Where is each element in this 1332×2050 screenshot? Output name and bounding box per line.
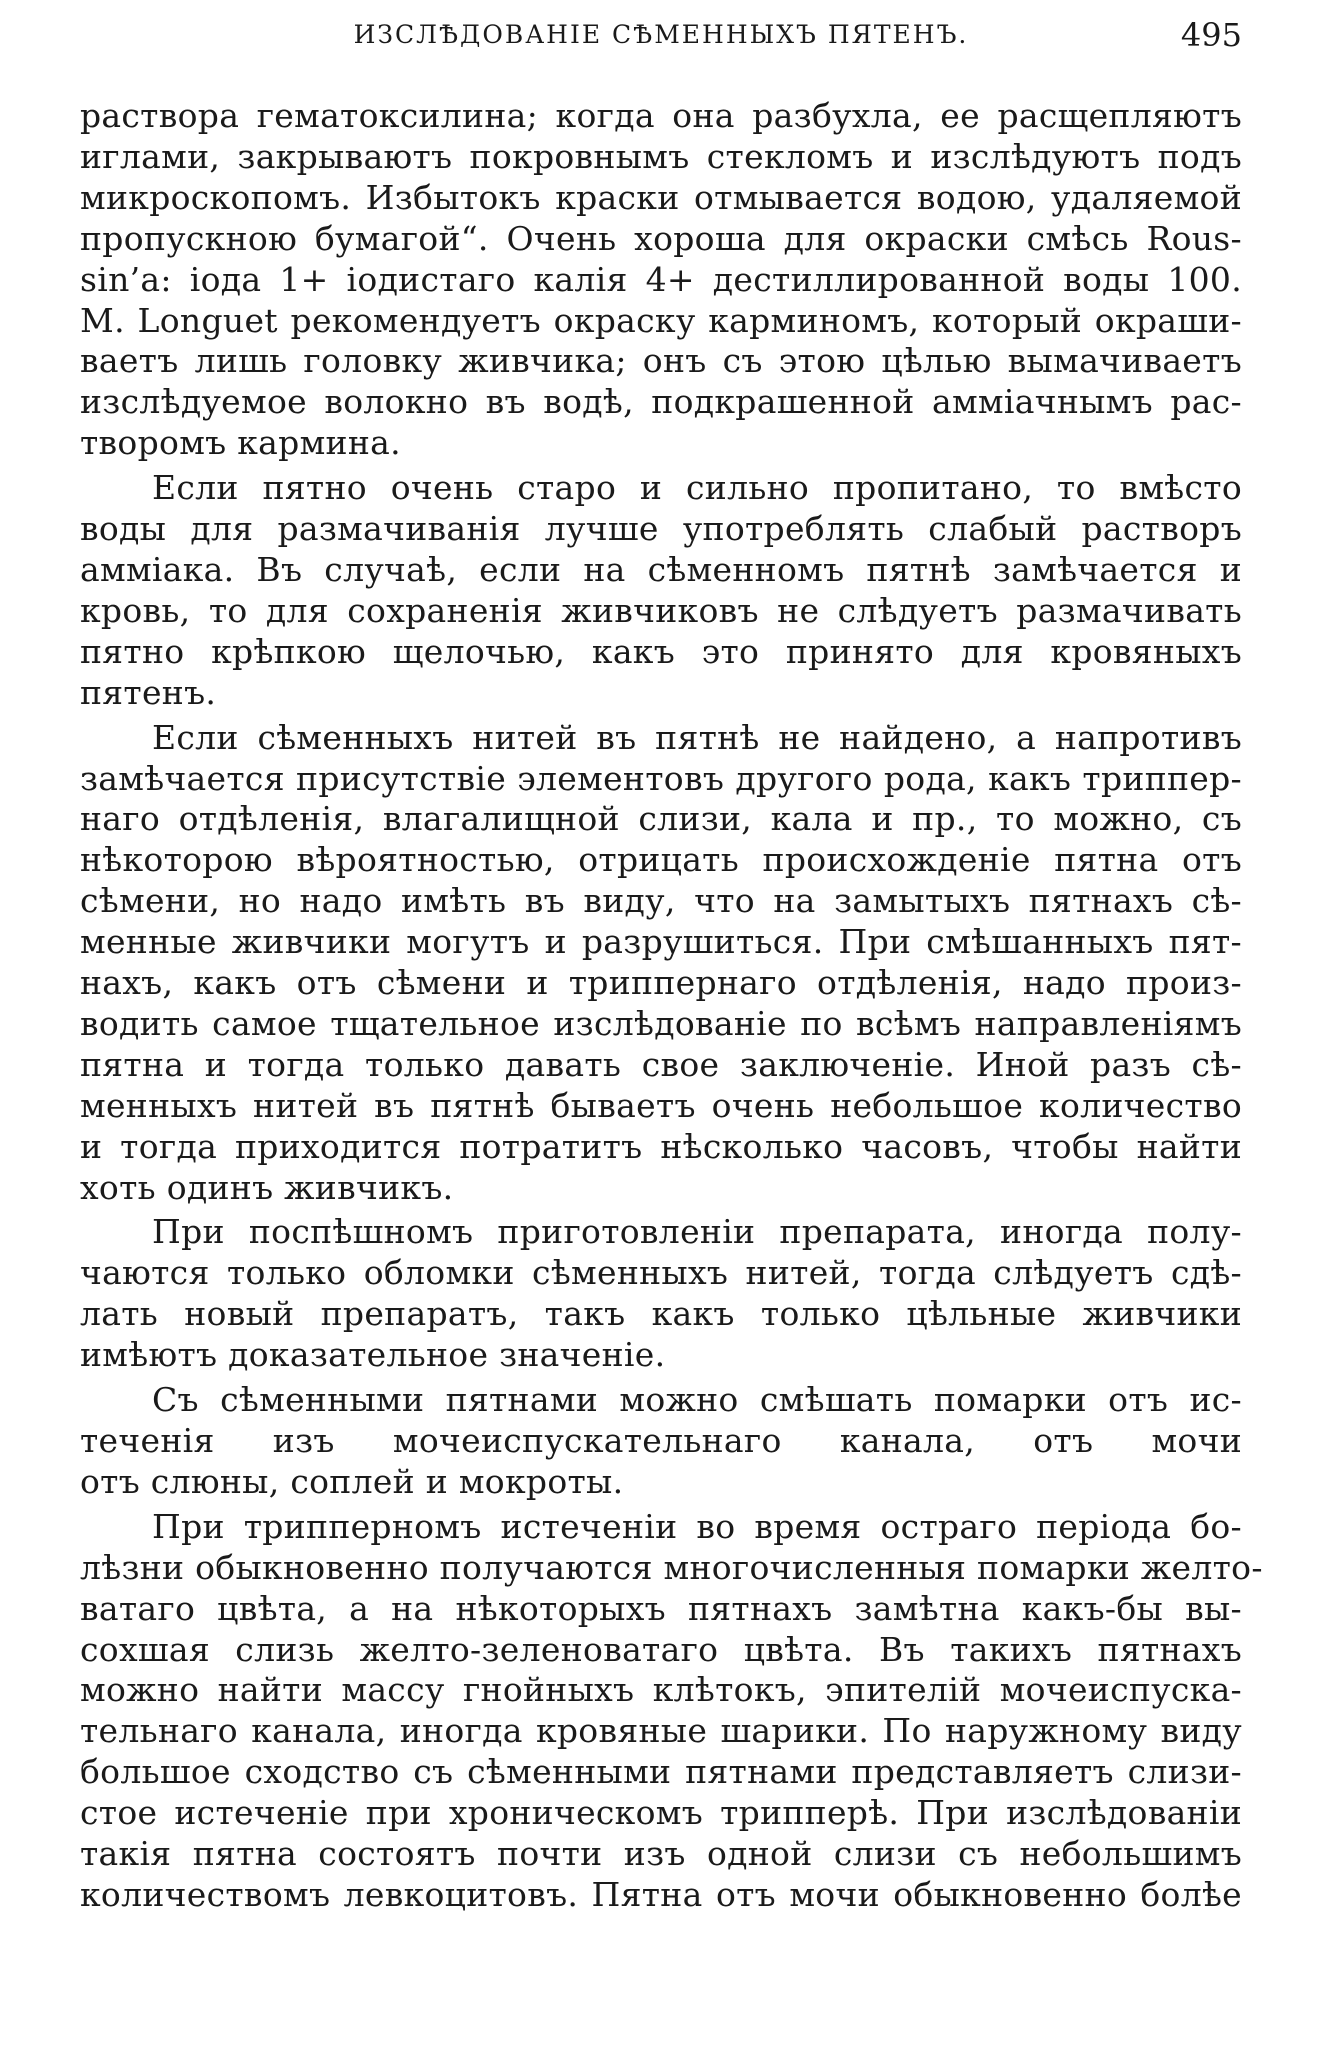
text-line: нѣкоторою вѣроятностью, отрицать происхожденіе пятна отъ (80, 840, 1242, 880)
text-line: сохшая слизь желто-зеленоватаго цвѣта. Въ такихъ пятнахъ (80, 1629, 1242, 1669)
text-line: водить самое тщательное изслѣдованіе по всѣмъ направленіямъ (80, 1003, 1242, 1043)
text-line: замѣчается присутствіе элементовъ другого рода, какъ триппер- (80, 758, 1242, 798)
body-text (80, 96, 1263, 1920)
text-line: раствора гематоксилина; когда она разбухла, ее расщепляютъ (80, 96, 1242, 135)
text-line: хоть одинъ живчикъ. (80, 1167, 454, 1207)
text-line: M. Longuet рекомендуетъ окраску карминомъ, который окраши- (80, 300, 1242, 340)
text-line: стое истеченіе при хроническомъ трипперѣ. При изслѣдованіи (80, 1793, 1242, 1833)
text-line: и тогда приходится потратитъ нѣсколько часовъ, чтобы найти (80, 1126, 1242, 1166)
text-line: При трипперномъ истеченіи во время остраго періода бо- (152, 1506, 1242, 1546)
text-line: ватаго цвѣта, а на нѣкоторыхъ пятнахъ замѣтна какъ-бы вы- (80, 1588, 1242, 1628)
text-line: пятенъ. (80, 672, 217, 712)
text-line: менные живчики могутъ и разрушиться. При смѣшанныхъ пят- (80, 922, 1242, 962)
text-line: менныхъ нитей въ пятнѣ бываетъ очень небольшое количество (80, 1085, 1242, 1125)
text-line: такія пятна состоятъ почти изъ одной слизи съ небольшимъ (80, 1834, 1242, 1874)
paragraph (80, 468, 1242, 713)
text-line: микроскопомъ. Избытокъ краски отмывается водою, удаляемой (80, 177, 1242, 217)
text-line: sin’a: іода 1+ іодистаго калія 4+ дестиллированной воды 100. (80, 259, 1242, 299)
text-line: Съ сѣменными пятнами можно смѣшать помарки отъ ис- (152, 1380, 1242, 1420)
text-line: теченія изъ мочеиспускательнаго канала, отъ мочи (80, 1421, 1242, 1460)
text-line: кровь, то для сохраненія живчиковъ не слѣдуетъ размачивать (80, 590, 1242, 630)
text-line: отъ слюны, соплей и мокроты. (80, 1461, 624, 1501)
text-line: тельнаго канала, иногда кровяные шарики. По наружному виду (80, 1711, 1242, 1751)
text-line: можно найти массу гнойныхъ клѣтокъ, эпителій мочеиспуска- (80, 1670, 1242, 1710)
paragraph (80, 1506, 1263, 1916)
text-line: количествомъ левкоцитовъ. Пятна отъ мочи обыкновенно болѣе (80, 1874, 1242, 1914)
text-line: пятно крѣпкою щелочью, какъ это принято для кровяныхъ (80, 631, 1242, 671)
text-line: иглами, закрываютъ покровнымъ стекломъ и изслѣдуютъ подъ (80, 136, 1242, 176)
text-line: лѣзни обыкновенно получаются многочисленныя помарки желто- (80, 1547, 1263, 1587)
text-line: ваетъ лишь головку живчика; онъ съ этою цѣлью вымачиваетъ (80, 341, 1242, 381)
paragraph (80, 1380, 1242, 1503)
text-line: Если сѣменныхъ нитей въ пятнѣ не найдено, а напротивъ (152, 717, 1242, 757)
text-line: имѣютъ доказательное значеніе. (80, 1335, 666, 1375)
paragraph (80, 718, 1242, 1209)
text-line: воды для размачиванія лучше употреблять слабый растворъ (80, 509, 1242, 549)
text-line: амміака. Въ случаѣ, если на сѣменномъ пятнѣ замѣчается и (80, 549, 1242, 589)
page-header (80, 16, 1242, 60)
paragraph (80, 1212, 1242, 1376)
text-line: изслѣдуемое волокно въ водѣ, подкрашенной амміачнымъ рас- (80, 382, 1242, 422)
text-line: пятна и тогда только давать свое заключеніе. Иной разъ сѣ- (80, 1044, 1242, 1084)
text-line: большое сходство съ сѣменными пятнами представляетъ слизи- (80, 1752, 1242, 1792)
text-line: пропускною бумагой“. Очень хороша для окраски смѣсь Rous- (80, 218, 1242, 258)
page-number: 495 (1180, 16, 1242, 54)
text-line: Если пятно очень старо и сильно пропитано, то вмѣсто (152, 468, 1242, 508)
text-line: лать новый препаратъ, такъ какъ только цѣльные живчики (80, 1294, 1242, 1334)
text-line: нахъ, какъ отъ сѣмени и триппернаго отдѣленія, надо произ- (80, 963, 1242, 1003)
running-title: ИЗСЛѢДОВАНІЕ СѢМЕННЫХЪ ПЯТЕНЪ. (353, 20, 969, 49)
text-line: творомъ кармина. (80, 423, 401, 463)
paragraph (80, 96, 1242, 464)
text-line: При поспѣшномъ приготовленіи препарата, иногда полу- (152, 1212, 1242, 1252)
text-line: сѣмени, но надо имѣть въ виду, что на замытыхъ пятнахъ сѣ- (80, 881, 1242, 921)
text-line: наго отдѣленія, влагалищной слизи, кала и пр., то можно, съ (80, 799, 1242, 839)
text-line: чаются только обломки сѣменныхъ нитей, тогда слѣдуетъ сдѣ- (80, 1253, 1242, 1293)
